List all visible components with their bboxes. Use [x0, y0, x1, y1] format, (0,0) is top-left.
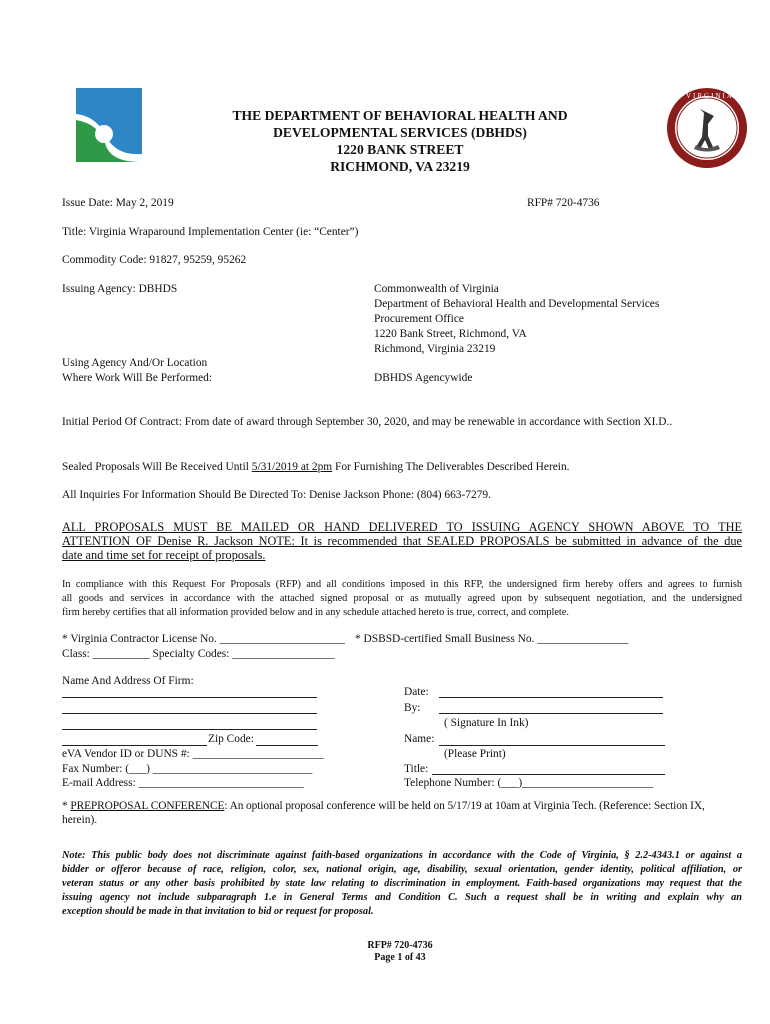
issuing-address-line-1: Commonwealth of Virginia [374, 283, 499, 295]
issue-date: Issue Date: May 2, 2019 [62, 197, 174, 209]
footer-page: Page 1 of 43 [374, 952, 426, 963]
seal-text: VIRGINIA [686, 92, 734, 100]
email-address-field[interactable]: E-mail Address: _____________________________ [62, 777, 304, 789]
preproposal-text: : An optional proposal conference will be held on 5/17/19 at 10am at Virginia Tech. (Reference: Section IX, [224, 800, 705, 812]
issuing-address-line-5: Richmond, Virginia 23219 [374, 343, 496, 355]
preproposal-star: * [62, 800, 71, 812]
dbhds-logo [66, 86, 146, 166]
rfp-number: RFP# 720-4736 [527, 197, 600, 209]
using-agency-value: DBHDS Agencywide [374, 372, 473, 384]
initial-period: Initial Period Of Contract: From date of award through September 30, 2020, and may be renewable in accordance with Section XI.D.. [62, 416, 673, 428]
address-line-2[interactable] [62, 713, 317, 714]
signature-caption: ( Signature In Ink) [444, 717, 529, 729]
print-caption: (Please Print) [444, 748, 506, 760]
title-label: Title: [404, 763, 429, 775]
fax-number-field[interactable]: Fax Number: (___) ____________________________ [62, 763, 313, 775]
issuing-address-line-3: Procurement Office [374, 313, 464, 325]
sealed-prefix: Sealed Proposals Will Be Received Until [62, 461, 252, 473]
name-label: Name: [404, 733, 435, 745]
eva-vendor-field[interactable]: eVA Vendor ID or DUNS #: _______________________ [62, 748, 324, 760]
mail-notice-line-2: ATTENTION OF Denise R. Jackson NOTE: It is recommended that SEALED PROPOSALS be submitted in advance of the due [62, 534, 742, 548]
address-line-4[interactable] [62, 745, 207, 746]
signature-field[interactable] [439, 713, 663, 714]
telephone-field[interactable]: Telephone Number: (___)_______________________ [404, 777, 654, 789]
note-line-1: Note: This public body does not discriminate against faith-based organizations in accordance with the Code of Virginia, § 2.2-4343.1 or against a [62, 850, 742, 861]
header-line-1: THE DEPARTMENT OF BEHAVIORAL HEALTH AND [232, 108, 568, 123]
rfp-title: Title: Virginia Wraparound Implementation Center (ie: “Center”) [62, 226, 359, 238]
preproposal-line-2: herein). [62, 814, 98, 826]
mail-notice-line-1: ALL PROPOSALS MUST BE MAILED OR HAND DELIVERED TO ISSUING AGENCY SHOWN ABOVE TO THE [62, 520, 742, 534]
sealed-date: 5/31/2019 at 2pm [251, 461, 333, 473]
issuing-address-line-2: Department of Behavioral Health and Developmental Services [374, 298, 660, 310]
note-line-3: veteran status or any other basis prohibited by state law relating to discrimination in employment. Faith-based organizations may request that the [62, 878, 742, 889]
issuing-address-line-4: 1220 Bank Street, Richmond, VA [374, 328, 527, 340]
compliance-line-2: all goods and services in accordance with the attached signed proposal or as mutually agreed upon by subsequent negotiation, and the undersigned [62, 593, 742, 604]
preproposal-line-1 [62, 801, 705, 812]
contractor-license-field[interactable]: * Virginia Contractor License No. ______________________ [62, 633, 345, 645]
issuing-agency-label: Issuing Agency: DBHDS [62, 283, 178, 295]
address-line-3[interactable] [62, 729, 317, 730]
compliance-line-1: In compliance with this Request For Proposals (RFP) and all conditions imposed in this RFP, the undersigned firm hereby offers and agrees to furnish [62, 579, 742, 590]
address-line-1[interactable] [62, 697, 317, 698]
header-line-2: DEVELOPMENTAL SERVICES (DBHDS) [273, 125, 527, 140]
note-line-4: issuing agency not include subparagraph 1.e in General Terms and Condition C. Such a request shall be in writing and explain why an [62, 892, 742, 903]
name-field[interactable] [439, 745, 665, 746]
name-address-label: Name And Address Of Firm: [62, 675, 194, 687]
commodity-code: Commodity Code: 91827, 95259, 95262 [62, 254, 247, 266]
using-agency-label-2: Where Work Will Be Performed: [62, 372, 213, 384]
preproposal-label: PREPROPOSAL CONFERENCE [70, 800, 225, 812]
by-label: By: [404, 702, 421, 714]
header-line-4: RICHMOND, VA 23219 [330, 159, 470, 174]
sealed-proposals [62, 462, 570, 473]
sealed-suffix: For Furnishing The Deliverables Described Herein. [332, 461, 570, 473]
footer-rfp: RFP# 720-4736 [367, 940, 433, 951]
title-field[interactable] [432, 774, 665, 775]
inquiries: All Inquiries For Information Should Be Directed To: Denise Jackson Phone: (804) 663-7279. [62, 489, 491, 501]
class-specialty-field[interactable]: Class: __________ Specialty Codes: __________________ [62, 648, 335, 660]
mail-notice-line-3: date and time set for receipt of proposals. [62, 548, 266, 562]
header-line-3: 1220 BANK STREET [336, 142, 464, 157]
using-agency-label-1: Using Agency And/Or Location [62, 357, 208, 369]
note-line-5: exception should be made in that invitation to bid or request for proposal. [62, 906, 374, 917]
note-line-2: bidder or offeror because of race, religion, color, sex, national origin, age, disability, sexual orientation, gender identity, political affiliation, or [62, 864, 742, 875]
dsbsd-field[interactable]: * DSBSD-certified Small Business No. ________________ [355, 633, 629, 645]
compliance-line-3: firm hereby certifies that all information provided below and in any schedule attached hereto is true, correct, and complete. [62, 607, 569, 618]
zip-label: Zip Code: [208, 733, 254, 745]
date-label: Date: [404, 686, 429, 698]
date-field[interactable] [439, 697, 663, 698]
zip-code-field[interactable] [256, 745, 318, 746]
